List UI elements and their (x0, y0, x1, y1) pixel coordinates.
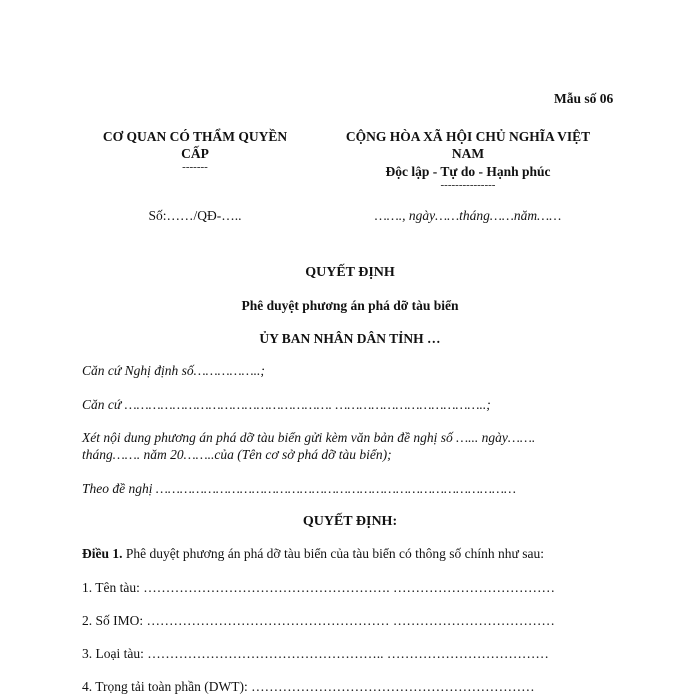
article-1-text: Phê duyệt phương án phá dỡ tàu biển của tàu biển có thông số chính như sau: (122, 546, 544, 561)
legal-basis-other: Căn cứ ……………………………………………. ………………………………..; (82, 397, 491, 412)
article-1 (82, 546, 544, 563)
document-title: QUYẾT ĐỊNH (305, 265, 395, 280)
item-ship-type: 3. Loại tàu: …………………………………………….. ……………………………… (82, 646, 549, 661)
motto-divider: --------------- (440, 179, 496, 191)
consideration-line2: tháng……. năm 20……..của (Tên cơ sở phá dỡ tàu biển); (82, 447, 392, 462)
item-imo-number: 2. Số IMO: ……………………………………………… ……………………………… (82, 613, 555, 628)
decision-number: Số:……/QĐ-….. (148, 208, 242, 223)
document-subtitle: Phê duyệt phương án phá dỡ tàu biển (241, 298, 459, 313)
legal-basis-decree: Căn cứ Nghị định số……………..; (82, 363, 265, 378)
article-1-label: Điều 1. (82, 546, 123, 561)
consideration-line1: Xét nội dung phương án phá dỡ tàu biển gửi kèm văn bản đề nghị số …... ngày……. (82, 430, 536, 445)
agency-divider: ------- (182, 161, 208, 173)
agency-name-line2: CẤP (181, 146, 209, 161)
form-number: Mẫu số 06 (554, 91, 614, 106)
issuing-authority: ỦY BAN NHÂN DÂN TỈNH … (259, 331, 441, 346)
item-deadweight: 4. Trọng tải toàn phần (DWT): ……………………………………………………… (82, 679, 535, 694)
national-motto: Độc lập - Tự do - Hạnh phúc (385, 164, 551, 179)
republic-name-line2: NAM (451, 146, 485, 161)
decision-heading: QUYẾT ĐỊNH: (302, 514, 398, 529)
item-ship-name: 1. Tên tàu: ………………………………………………. ……………………………… (82, 580, 555, 595)
proposal-line: Theo đề nghị ……………………………………………………………………………… (82, 481, 516, 496)
agency-name-line1: CƠ QUAN CÓ THẨM QUYỀN (102, 129, 288, 144)
republic-name-line1: CỘNG HÒA XÃ HỘI CHỦ NGHĨA VIỆT (345, 129, 591, 144)
issue-date: ……., ngày……tháng……năm…… (374, 208, 562, 223)
